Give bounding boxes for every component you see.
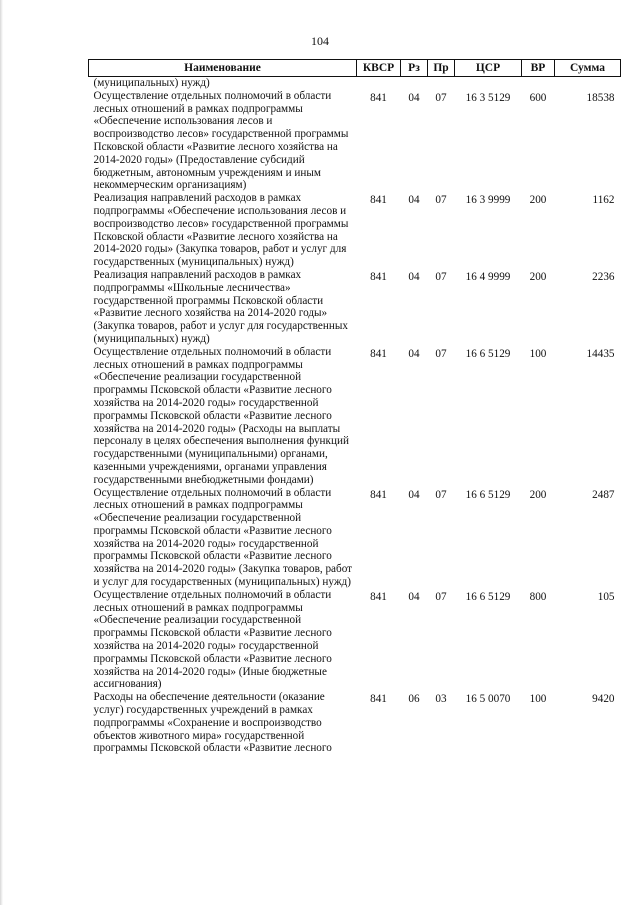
row-sum: 1162 (592, 194, 615, 207)
table-row (89, 487, 621, 589)
header-vr: ВР (522, 60, 555, 77)
row-kvsr: 841 (370, 194, 387, 207)
row-sum: 9420 (592, 693, 615, 706)
row-name: Расходы на обеспечение деятельности (оказание услуг) государственных учреждений в рамках подпрограммы «Сохранение и воспроизводство объектов животного мира» государственной программы Псковской области «Развитие лесного (93, 691, 332, 755)
row-vr: 800 (529, 590, 547, 603)
table-row (89, 90, 621, 192)
row-vr: 100 (529, 693, 547, 706)
row-rz: 04 (408, 590, 420, 603)
row-kvsr: 841 (370, 590, 387, 603)
row-pr: 07 (435, 488, 447, 501)
table-row (89, 269, 621, 346)
row-csr: 16 6 5129 (465, 347, 511, 360)
table-header-row (89, 60, 621, 77)
row-rz: 04 (408, 347, 420, 360)
row-vr: 200 (529, 194, 547, 207)
budget-table (88, 59, 621, 755)
row-name: Реализация направлений расходов в рамках подпрограммы «Обеспечение использования лесов и воспроизводство лесов» государственной программы Псковской области «Развитие лесного хозяйства на 2014-2020 годы» (Закупка товаров, работ и услуг для государственных (муниципальных) нужд) (93, 192, 349, 269)
row-pr: 07 (435, 347, 447, 360)
row-pr: 07 (435, 194, 447, 207)
table-row (89, 589, 621, 691)
row-sum: 2487 (592, 488, 615, 501)
row-pr: 07 (435, 590, 447, 603)
header-rz: Рз (401, 60, 428, 77)
row-pr: 07 (435, 91, 447, 104)
row-pr: 03 (435, 693, 447, 706)
continuation-text: (муниципальных) нужд) (93, 77, 210, 89)
row-kvsr: 841 (370, 270, 387, 283)
row-csr: 16 6 5129 (465, 590, 511, 603)
row-csr: 16 3 5129 (465, 91, 511, 104)
row-rz: 04 (408, 91, 420, 104)
table-row (89, 192, 621, 269)
row-kvsr: 841 (370, 347, 387, 360)
row-vr: 100 (529, 347, 547, 360)
page-number: 104 (311, 34, 329, 48)
row-rz: 04 (408, 488, 420, 501)
row-vr: 200 (529, 488, 547, 501)
row-csr: 16 5 0070 (465, 693, 511, 706)
row-rz: 04 (408, 270, 420, 283)
row-pr: 07 (435, 270, 447, 283)
table-row (89, 691, 621, 755)
table-row-continuation (89, 77, 621, 90)
row-sum: 14435 (586, 347, 615, 360)
row-vr: 200 (529, 270, 547, 283)
row-kvsr: 841 (370, 693, 387, 706)
row-sum: 105 (597, 590, 615, 603)
row-sum: 18538 (586, 91, 615, 104)
header-pr: Пр (428, 60, 455, 77)
header-sum: Сумма (555, 60, 621, 77)
row-name: Осуществление отдельных полномочий в области лесных отношений в рамках подпрограммы «Обеспечение использования лесов и воспроизводство лесов» государственной программы Псковской области «Развитие лесного хозяйства на 2014-2020 годы» (Предоставление субсидий бюджетным, автономным учреждениям и иным некоммерческим организациям) (93, 89, 349, 192)
row-name: Осуществление отдельных полномочий в области лесных отношений в рамках подпрограммы «Обеспечение реализации государственной программы Псковской области «Развитие лесного хозяйства на 2014-2020 годы» государственной программы Псковской области «Развитие лесного хозяйства на 2014-2020 годы» (Расходы на выплаты персоналу в целях обеспечения выполнения функций государственными (муниципальными) органами, казенными учреждениями, органами управления государственными внебюджетными фондами) (93, 345, 349, 486)
row-name: Реализация направлений расходов в рамках подпрограммы «Школьные лесничества» государственной программы Псковской области «Развитие лесного хозяйства на 2014-2020 годы» (Закупка товаров, работ и услуг для государственных (муниципальных) нужд) (93, 268, 348, 345)
row-csr: 16 3 9999 (465, 194, 511, 207)
row-csr: 16 6 5129 (465, 488, 511, 501)
row-name: Осуществление отдельных полномочий в области лесных отношений в рамках подпрограммы «Обеспечение реализации государственной программы Псковской области «Развитие лесного хозяйства на 2014-2020 годы» государственной программы Псковской области «Развитие лесного хозяйства на 2014-2020 годы» (Иные бюджетные ассигнования) (93, 588, 332, 691)
row-csr: 16 4 9999 (465, 270, 511, 283)
row-kvsr: 841 (370, 91, 387, 104)
header-name: Наименование (89, 60, 357, 77)
header-kvsr: КВСР (357, 60, 401, 77)
scan-edge-shadow (0, 0, 3, 905)
header-csr: ЦСР (455, 60, 522, 77)
row-vr: 600 (529, 91, 547, 104)
row-rz: 04 (408, 194, 420, 207)
row-kvsr: 841 (370, 488, 387, 501)
row-name: Осуществление отдельных полномочий в области лесных отношений в рамках подпрограммы «Обеспечение реализации государственной программы Псковской области «Развитие лесного хозяйства на 2014-2020 годы» государственной программы Псковской области «Развитие лесного хозяйства на 2014-2020 годы» (Закупка товаров, работ и услуг для государственных (муниципальных) нужд) (93, 486, 353, 589)
row-sum: 2236 (592, 270, 615, 283)
table-row (89, 346, 621, 487)
row-rz: 06 (408, 693, 420, 706)
